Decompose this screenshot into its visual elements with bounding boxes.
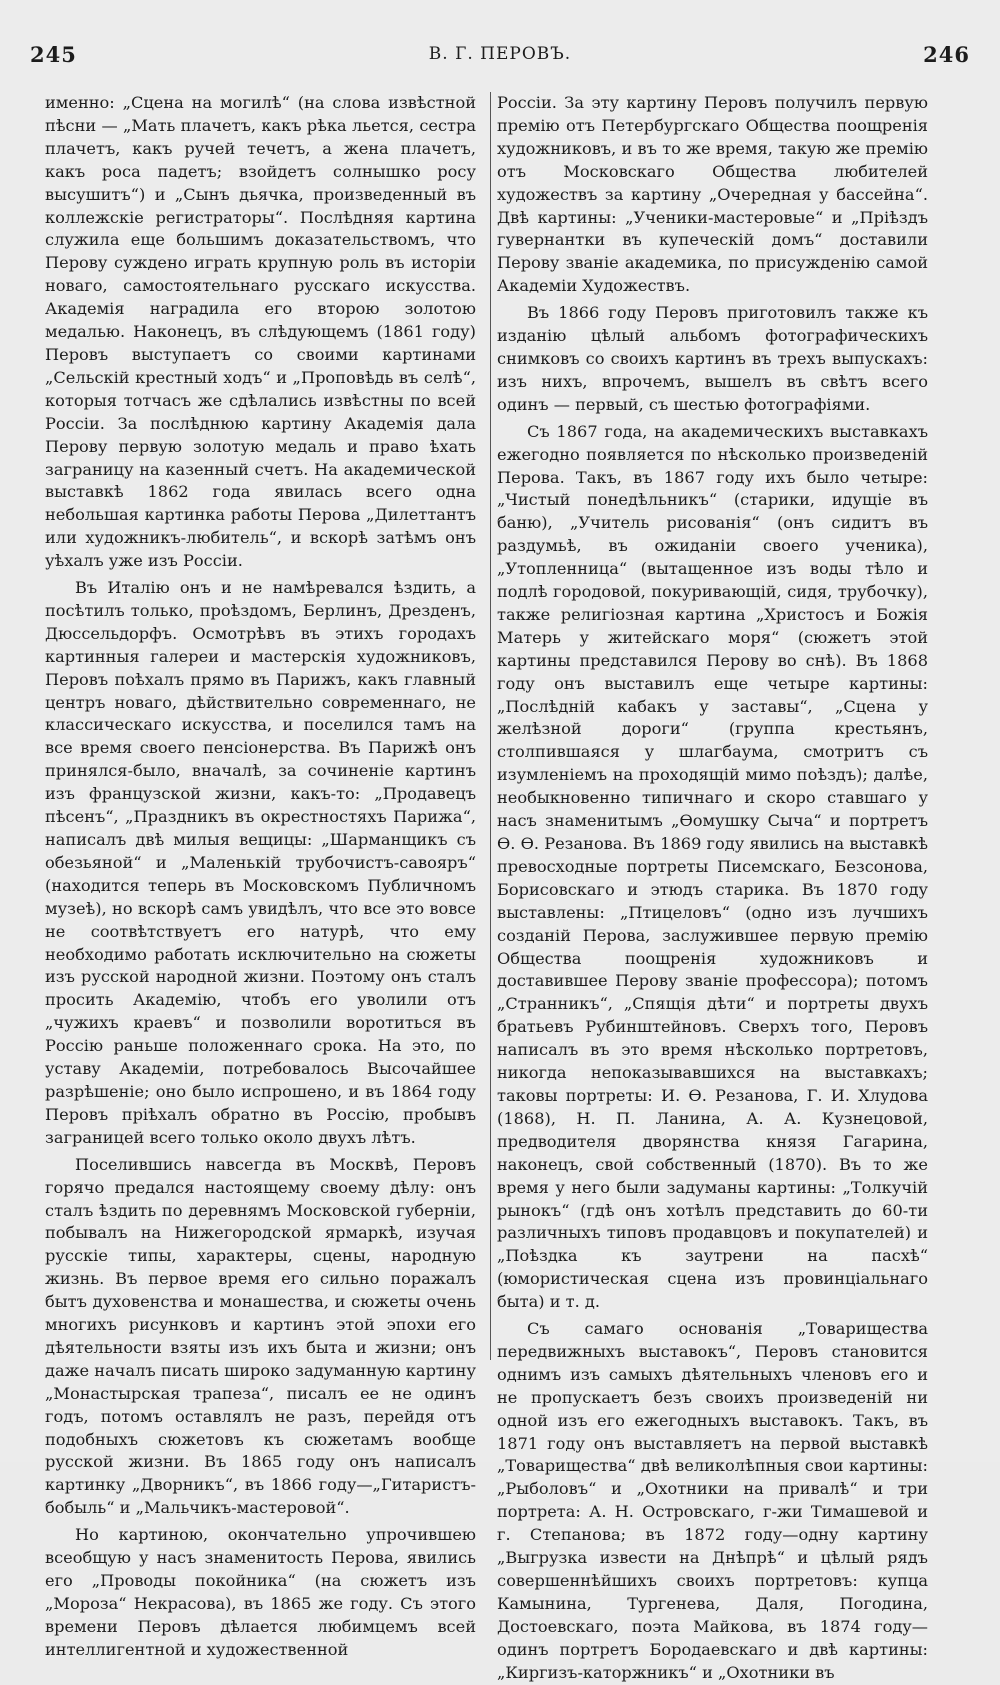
left-column [45,92,476,1662]
paragraph: Въ Италію онъ и не намѣревался ѣздить, а посѣтилъ только, проѣздомъ, Берлинъ, Дрезденъ, Дюссельдорфъ. Осмотрѣвъ въ этихъ городахъ картинныя галереи и мастерскія художниковъ, Перовъ поѣхалъ прямо въ Парижъ, какъ главный центръ новаго, дѣйствительно современнаго, не классическаго искусства, и поселился тамъ на все время своего пенсіонерства. Въ Парижѣ онъ принялся-было, вначалѣ, за сочиненіе картинъ изъ французской жизни, какъ-то: „Продавецъ пѣсенъ“, „Праздникъ въ окрестностяхъ Парижа“, написалъ двѣ милыя вещицы: „Шарманщикъ съ обезьяной“ и „Маленькій трубочистъ-савояръ“ (находится теперь въ Московскомъ Публичномъ музеѣ), но вскорѣ самъ увидѣлъ, что все это вовсе не соотвѣтствуетъ его натурѣ, что ему необходимо работать исключительно на сюжеты изъ русской народной жизни. Поэтому онъ сталъ просить Академію, чтобъ его уволили отъ „чужихъ краевъ“ и позволили воротиться въ Россію раньше положеннаго срока. На это, по уставу Академіи, потребовалось Высочайшее разрѣшеніе; оно было испрошено, и въ 1864 году Перовъ пріѣхалъ обратно въ Россію, пробывъ заграницей всего только около двухъ лѣтъ. [45,578,476,1147]
page-header [30,42,970,72]
paragraph: Россіи. За эту картину Перовъ получилъ первую премію отъ Петербургскаго Общества поощренія художниковъ, и въ то же время, такую же премію отъ Московскаго Общества любителей художествъ за картину „Очередная у бассейна“. Двѣ картины: „Ученики-мастеровые“ и „Пріѣздъ гувернантки въ купеческій домъ“ доставили Перову званіе академика, по присужденію самой Академіи Художествъ. [497,93,928,296]
paragraph: Поселившись навсегда въ Москвѣ, Перовъ горячо предался настоящему своему дѣлу: онъ сталъ ѣздить по деревнямъ Московской губерніи, побывалъ на Нижегородской ярмаркѣ, изучая русскіе типы, характеры, сцены, народную жизнь. Въ первое время его сильно поражалъ бытъ духовенства и монашества, и сюжеты очень многихъ рисунковъ и картинъ этой эпохи его дѣятельности взяты изъ ихъ быта и жизни; онъ даже началъ писать широко задуманную картину „Монастырская трапеза“, писалъ ее не одинъ годъ, потомъ оставлялъ не разъ, перейдя отъ подобныхъ сюжетовъ къ сюжетамъ вообще русской жизни. Въ 1865 году онъ написалъ картинку „Дворникъ“, въ 1866 году—„Гитаристъ-бобыль“ и „Мальчикъ-мастеровой“. [45,1154,476,1518]
paragraph: Но картиною, окончательно упрочившею всеобщую у насъ знаменитость Перова, явились его „Проводы покойника“ (на сюжетъ изъ „Мороза“ Некрасова), въ 1865 же году. Съ этого времени Перовъ дѣлается любимцемъ всей интеллигентной и художественной [45,1525,476,1659]
right-column [497,92,928,1685]
page-number-right: 246 [923,42,970,67]
paragraph: Въ 1866 году Перовъ приготовилъ также къ изданію цѣлый альбомъ фотографическихъ снимковъ со своихъ картинъ въ трехъ выпускахъ: изъ нихъ, впрочемъ, вышелъ въ свѣтъ всего одинъ — первый, съ шестью фотографіями. [497,303,928,414]
paragraph: именно: „Сцена на могилѣ“ (на слова извѣстной пѣсни — „Мать плачетъ, какъ рѣка льется, сестра плачетъ, какъ ручей течетъ, а жена плачетъ, какъ роса падетъ; взойдетъ солнышко росу высушитъ“) и „Сынъ дьячка, произведенный въ коллежскіе регистраторы“. Послѣдняя картина служила еще большимъ доказательствомъ, что Перову суждено играть крупную роль въ исторіи новаго, самостоятельнаго русскаго искусства. Академія наградила его второю золотою медалью. Наконецъ, въ слѣдующемъ (1861 году) Перовъ выступаетъ со своими картинами „Сельскій крестный ходъ“ и „Проповѣдь въ селѣ“, которыя тотчасъ же сдѣлались извѣстны по всей Россіи. За послѣднюю картину Академія дала Перову первую золотую медаль и право ѣхать заграницу на казенный счетъ. На академической выставкѣ 1862 года явилась всего одна небольшая картинка работы Перова „Дилеттантъ или художникъ-любитель“, и вскорѣ затѣмъ онъ уѣхалъ уже изъ Россіи. [45,93,476,571]
paragraph: Съ самаго основанія „Товарищества передвижныхъ выставокъ“, Перовъ становится однимъ изъ самыхъ дѣятельныхъ членовъ его и не пропускаетъ безъ своихъ произведеній ни одной изъ его ежегодныхъ выставокъ. Такъ, въ 1871 году онъ выставляетъ на первой выставкѣ „Товарищества“ двѣ великолѣпныя свои картины: „Рыболовъ“ и „Охотники на привалѣ“ и три портрета: А. Н. Островскаго, г-жи Тимашевой и г. Степанова; въ 1872 году—одну картину „Выгрузка извести на Днѣпрѣ“ и цѣлый рядъ совершеннѣйшихъ своихъ портретовъ: купца Камынина, Тургенева, Даля, Погодина, Достоевскаго, поэта Майкова, въ 1874 году—одинъ портретъ Бородаевскаго и двѣ картины: „Киргизъ-каторжникъ“ и „Охотники въ [497,1319,928,1682]
running-title: В. Г. ПЕРОВЪ. [428,44,572,64]
column-divider [490,92,491,1360]
page-number-left: 245 [30,42,77,67]
paragraph: Съ 1867 года, на академическихъ выставкахъ ежегодно появляется по нѣсколько произведеній Перова. Такъ, въ 1867 году ихъ было четыре: „Чистый понедѣльникъ“ (старики, идущіе въ баню), „Учитель рисованія“ (онъ сидитъ въ раздумьѣ, въ ожиданіи своего ученика), „Утопленница“ (вытащенное изъ воды тѣло и подлѣ городовой, покуривающій, сидя, трубочку), также религіозная картина „Христосъ и Божія Матерь у житейскаго моря“ (сюжетъ этой картины представился Перову во снѣ). Въ 1868 году онъ выставилъ еще четыре картины: „Послѣдній кабакъ у заставы“, „Сцена у желѣзной дороги“ (группа крестьянъ, столпившаяся у шлагбаума, смотритъ съ изумленіемъ на проходящій мимо поѣздъ); далѣе, необыкновенно типичнаго и скоро ставшаго у насъ знаменитымъ „Ѳомушку Сыча“ и портретъ Ѳ. Ѳ. Резанова. Въ 1869 году явились на выставкѣ превосходные портреты Писемскаго, Безсонова, Борисовскаго и этюдъ старика. Въ 1870 году выставлены: „Птицеловъ“ (одно изъ лучшихъ созданій Перова, заслужившее первую премію Общества поощренія художниковъ и доставившее Перову званіе профессора); потомъ „Странникъ“, „Спящія дѣти“ и портреты двухъ братьевъ Рубинштейновъ. Сверхъ того, Перовъ написалъ въ это время нѣсколько портретовъ, никогда непоказывавшихся на выставкахъ; таковы портреты: И. Ѳ. Резанова, Г. И. Хлудова (1868), Н. П. Ланина, А. А. Кузнецовой, предводителя дворянства князя Гагарина, наконецъ, свой собственный (1870). Въ то же время у него были задуманы картины: „Толкучій рынокъ“ (гдѣ онъ хотѣлъ представить до 60-ти различныхъ типовъ продавцовъ и покупателей) и „Поѣздка къ заутрени на пасхѣ“ (юмористическая сцена изъ провинціальнаго быта) и т. д. [497,421,928,1312]
